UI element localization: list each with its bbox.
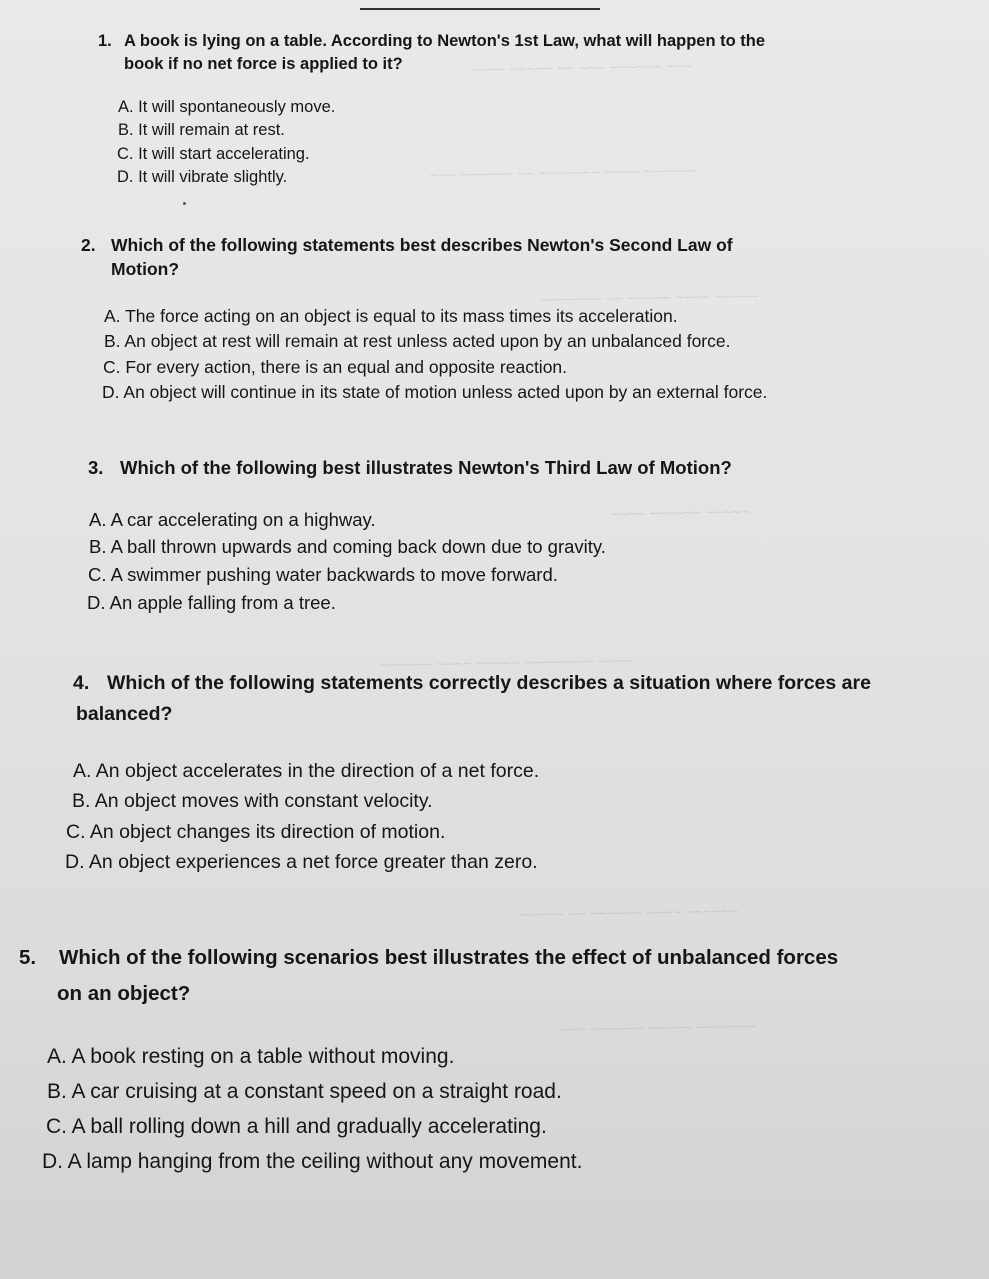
bleed-through-text: ~~~ ~~~~~~ ~~ ~~~~~~~ ~~~~ ~~~~~~	[429, 162, 697, 185]
answer-option[interactable]: D. An object experiences a net force greater than zero.	[65, 851, 538, 873]
answer-option[interactable]: A. An object accelerates in the direction of a net force.	[73, 760, 540, 782]
question-text: A book is lying on a table. According to Newton's 1st Law, what will happen to the	[124, 32, 766, 50]
question-2-text-cont: Motion?	[111, 259, 180, 279]
top-underline	[360, 0, 600, 10]
bleed-through-text: ~~~~~~~ ~~ ~~~~~ ~~~~ ~~~~~	[539, 288, 759, 309]
question-text: Which of the following scenarios best illustrates the effect of unbalanced forces	[59, 946, 839, 969]
question-number: 2.	[81, 235, 96, 255]
bleed-through-text: ~~~~ ~~~~~~ ~~~~~	[609, 503, 750, 524]
answer-option[interactable]: C. A ball rolling down a hill and gradually accelerating.	[46, 1115, 547, 1138]
question-5	[19, 945, 838, 972]
question-number: 1.	[98, 32, 112, 50]
answer-option[interactable]: D. It will vibrate slightly.	[117, 168, 288, 186]
question-3	[88, 456, 732, 480]
answer-option[interactable]: D. A lamp hanging from the ceiling without any movement.	[42, 1150, 583, 1173]
bleed-through-text: ~~~~ ~~~~~ ~~ ~~~ ~~~~~~ ~~~	[469, 58, 693, 79]
answer-option[interactable]: D. An apple falling from a tree.	[87, 592, 336, 613]
question-text: Which of the following statements correctly describes a situation where forces are	[107, 672, 871, 694]
bleed-through-text: ~~~~~~ ~~~~ ~~~~~ ~~~~~~~~ ~~~~	[379, 652, 634, 675]
question-number: 4.	[73, 672, 90, 694]
question-4	[73, 671, 871, 696]
question-2	[81, 234, 733, 257]
answer-option[interactable]: C. A swimmer pushing water backwards to move forward.	[88, 564, 558, 585]
answer-option[interactable]: B. An object moves with constant velocity.	[72, 790, 433, 812]
answer-option[interactable]: B. A car cruising at a constant speed on a straight road.	[47, 1080, 562, 1103]
question-text: Which of the following best illustrates Newton's Third Law of Motion?	[120, 457, 732, 478]
answer-option[interactable]: A. A book resting on a table without moving.	[47, 1045, 455, 1068]
answer-option[interactable]: D. An object will continue in its state of motion unless acted upon by an external force.	[102, 382, 768, 402]
question-number: 3.	[88, 457, 104, 478]
bleed-through-text: ~~~ ~~~~~~ ~~~~~ ~~~~~~~	[559, 1018, 757, 1039]
answer-option[interactable]: B. A ball thrown upwards and coming back down due to gravity.	[89, 536, 606, 557]
answer-option[interactable]: A. A car accelerating on a highway.	[89, 509, 376, 530]
question-number: 5.	[19, 946, 37, 969]
answer-option[interactable]: B. An object at rest will remain at rest unless acted upon by an unbalanced force.	[104, 331, 731, 351]
answer-option[interactable]: A. It will spontaneously move.	[118, 98, 336, 116]
pencil-mark	[183, 202, 186, 205]
question-5-text-cont: on an object?	[57, 982, 191, 1005]
answer-option[interactable]: C. It will start accelerating.	[117, 145, 310, 163]
answer-option[interactable]: A. The force acting on an object is equal to its mass times its acceleration.	[104, 306, 678, 326]
answer-option[interactable]: B. It will remain at rest.	[118, 121, 285, 139]
question-1	[98, 31, 765, 52]
question-text: Which of the following statements best describes Newton's Second Law of	[111, 235, 733, 255]
answer-option[interactable]: C. For every action, there is an equal and opposite reaction.	[103, 357, 568, 377]
answer-option[interactable]: C. An object changes its direction of motion.	[66, 821, 446, 843]
question-1-text-cont: book if no net force is applied to it?	[124, 55, 403, 73]
question-4-text-cont: balanced?	[76, 703, 173, 725]
bleed-through-text: ~~~~~ ~~ ~~~~~~ ~~~~ ~~~~~~	[519, 903, 739, 924]
